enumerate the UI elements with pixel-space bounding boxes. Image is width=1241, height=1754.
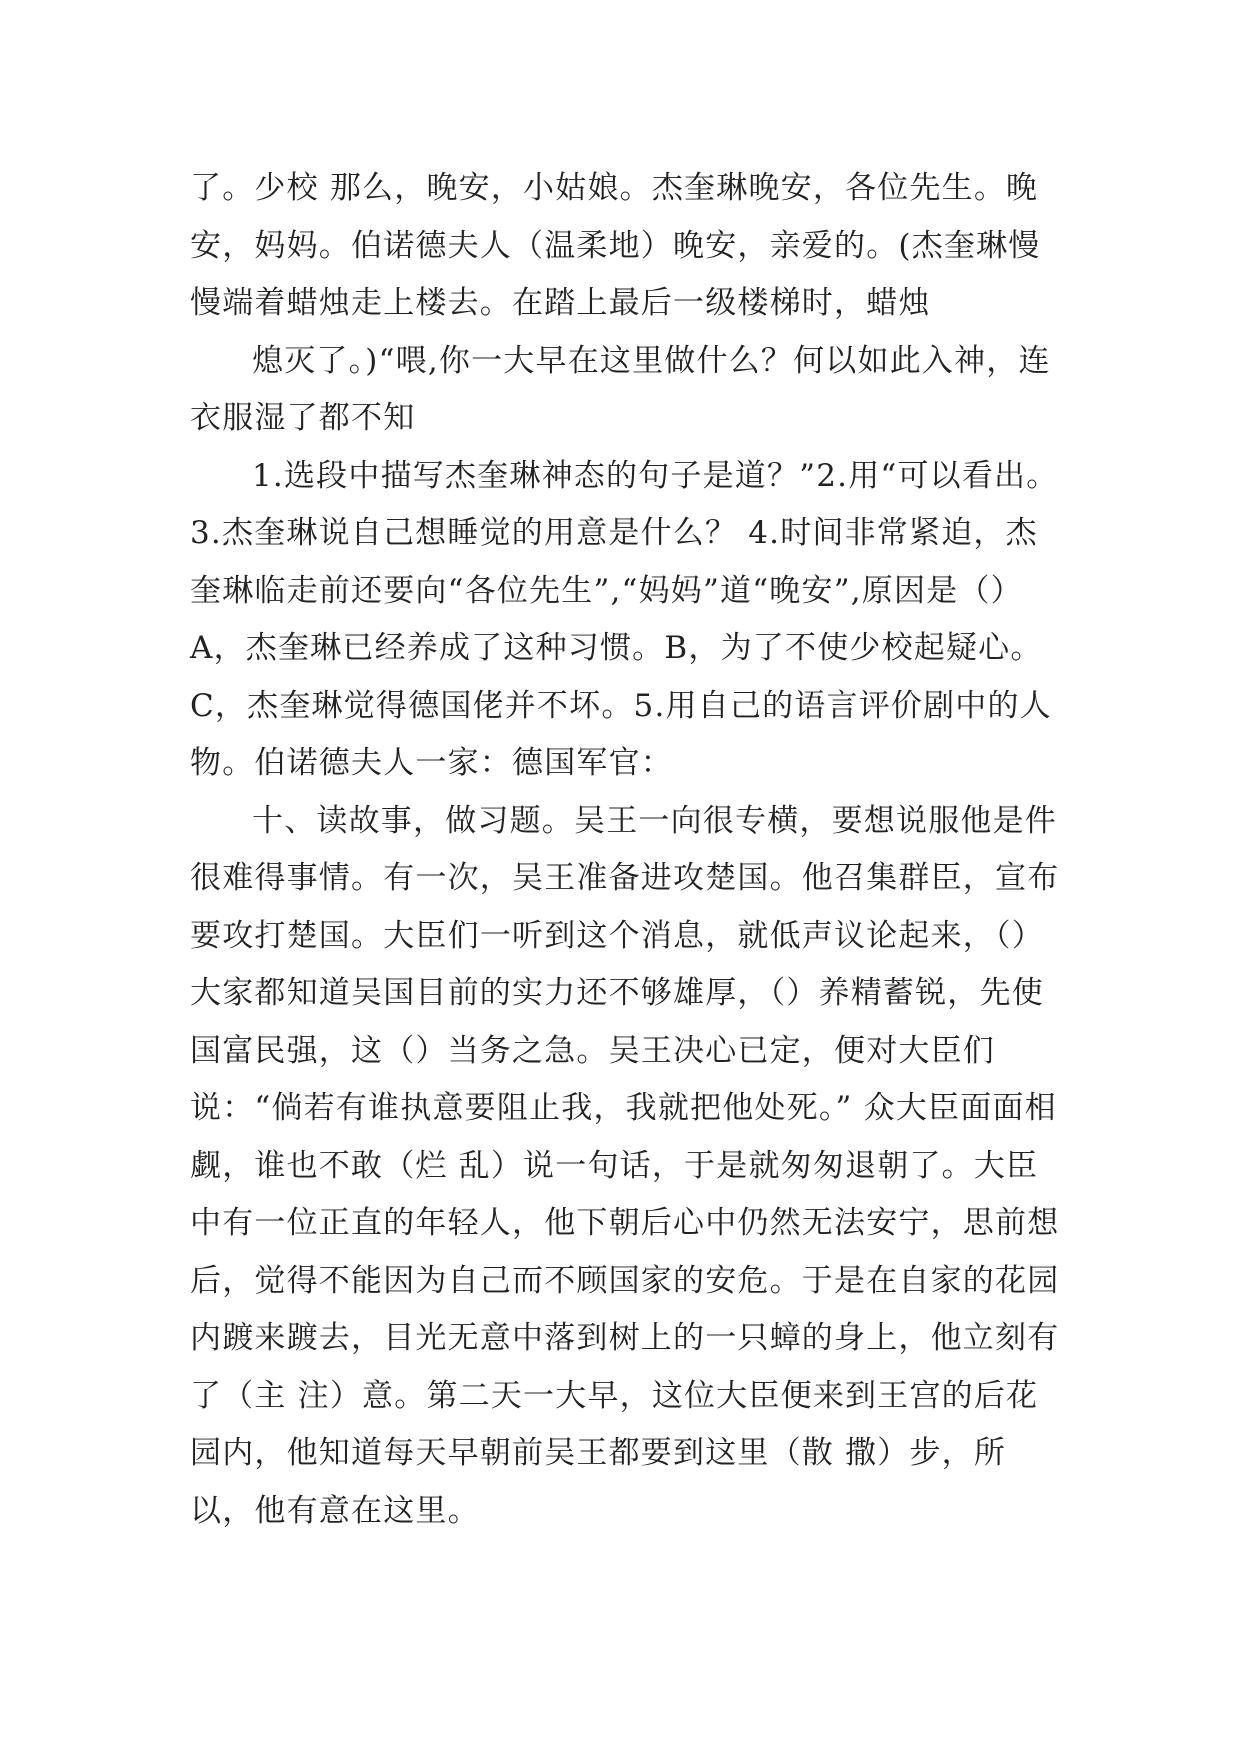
paragraph-story: 十、读故事，做习题。吴王一向很专横，要想说服他是件很难得事情。有一次，吴王准备进攻楚国。他召集群臣，宣布要攻打楚国。大臣们一听到这个消息，就低声议论起来，（）大家都知道吴国目前的实力还不够雄厚，（）养精蓄锐，先使国富民强，这（）当务之急。吴王决心已定，便对大臣们说：“倘若有谁执意要阻止我，我就把他处死。” 众大臣面面相觑，谁也不敢（烂 乱）说一句话，于是就匆匆退朝了。大臣中有一位正直的年轻人，他下朝后心中仍然无法安宁，思前想后，觉得不能因为自己而不顾国家的安危。于是在自家的花园内踱来踱去，目光无意中落到树上的一只蟑的身上，他立刻有了（主 注）意。第二天一大早，这位大臣便来到王宫的后花园内，他知道每天早朝前吴王都要到这里（散 撒）步，所以，他有意在这里。: [190, 802, 1060, 1529]
paragraph-dialogue: 了。少校 那么，晚安，小姑娘。杰奎琳晚安，各位先生。晚安，妈妈。伯诺德夫人（温柔地）晚安，亲爱的。(杰奎琳慢慢端着蜡烛走上楼去。在踏上最后一级楼梯时，蜡烛: [190, 170, 1041, 321]
paragraph-questions: 1.选段中描写杰奎琳神态的句子是道？”2.用“可以看出。3.杰奎琳说自己想睡觉的用意是什么？ 4.时间非常紧迫，杰奎琳临走前还要向“各位先生”,“妈妈”道“晚安”,原因是（）A，杰奎琳已经养成了这种习惯。B，为了不使少校起疑心。C，杰奎琳觉得德国佬并不坏。5.用自己的语言评价剧中的人物。伯诺德夫人一家：德国军官：: [190, 457, 1059, 781]
document-body: [190, 160, 1062, 1540]
paragraph-candle-out: 熄灭了。)“喂,你一大早在这里做什么？何以如此入神，连衣服湿了都不知: [190, 342, 1051, 436]
